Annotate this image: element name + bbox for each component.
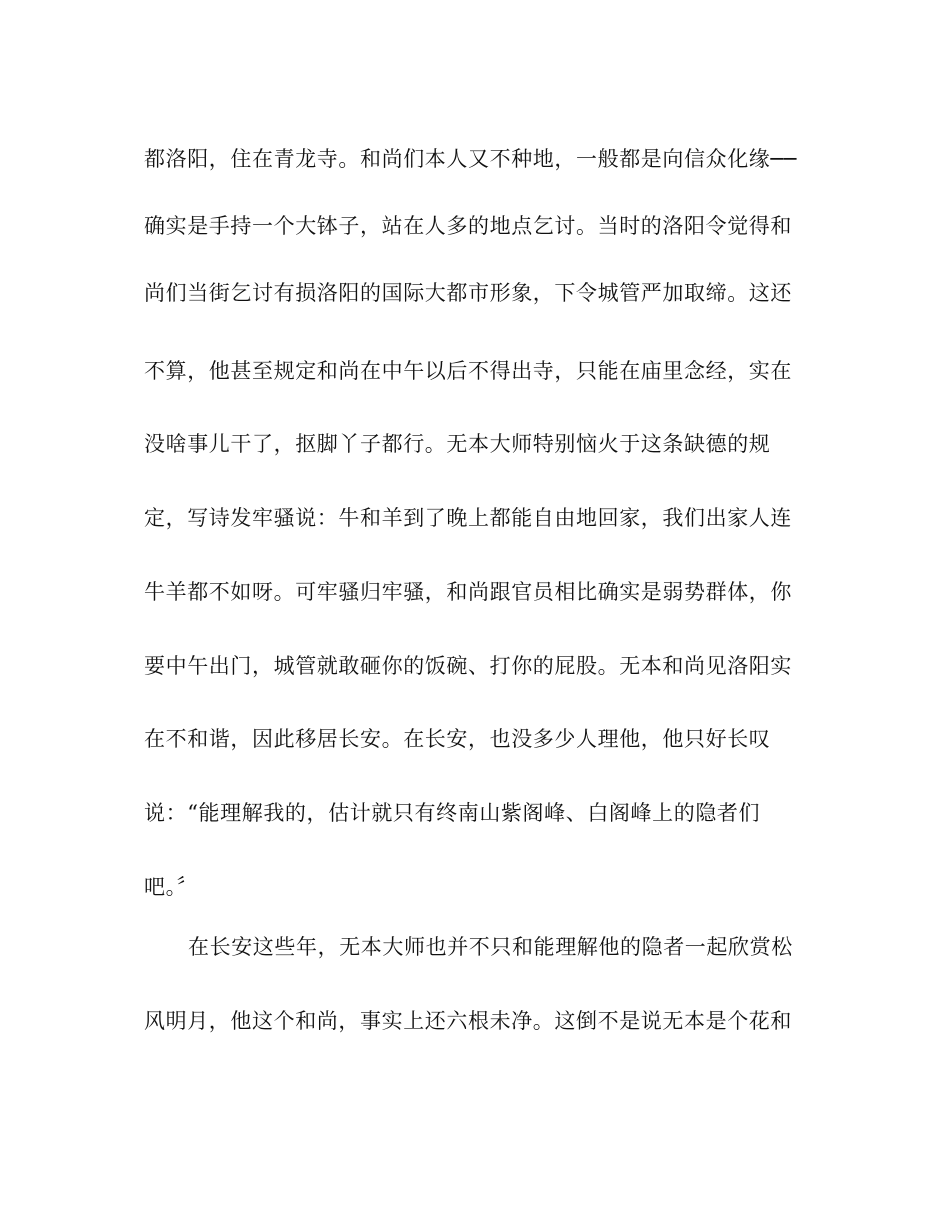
text-line-10: 说：“能理解我的，估计就只有终南山紫阁峰、白阁峰上的隐者们 (144, 801, 761, 825)
text-line-3: 尚们当街乞讨有损洛阳的国际大都市形象，下令城管严加取缔。这还 (144, 281, 792, 305)
text-line-1: 都洛阳，住在青龙寺。和尚们本人又不种地，一般都是向信众化缘── (144, 147, 797, 171)
text-line-2: 确实是手持一个大钵子，站在人多的地点乞讨。当时的洛阳令觉得和 (144, 214, 792, 238)
text-line-13: 风明月，他这个和尚，事实上还六根未净。这倒不是说无本是个花和 (144, 1009, 792, 1033)
text-line-11: 吧。〞 (144, 875, 199, 899)
text-line-6: 定，写诗发牢骚说：牛和羊到了晚上都能自由地回家，我们出家人连 (144, 506, 792, 530)
text-line-4: 不算，他甚至规定和尚在中午以后不得出寺，只能在庙里念经，实在 (144, 359, 792, 383)
text-line-9: 在不和谐，因此移居长安。在长安，也没多少人理他，他只好长叹 (144, 727, 771, 751)
paragraph-start-line: 在长安这些年，无本大师也并不只和能理解他的隐者一起欣赏松 (188, 935, 793, 959)
text-line-7: 牛羊都不如呀。可牢骚归牢骚，和尚跟官员相比确实是弱势群体，你 (144, 580, 792, 604)
text-line-8: 要中午出门，城管就敢砸你的饭碗、打你的屁股。无本和尚见洛阳实 (144, 654, 792, 678)
text-line-5: 没啥事儿干了，抠脚丫子都行。无本大师特别恼火于这条缺德的规 (144, 432, 771, 456)
